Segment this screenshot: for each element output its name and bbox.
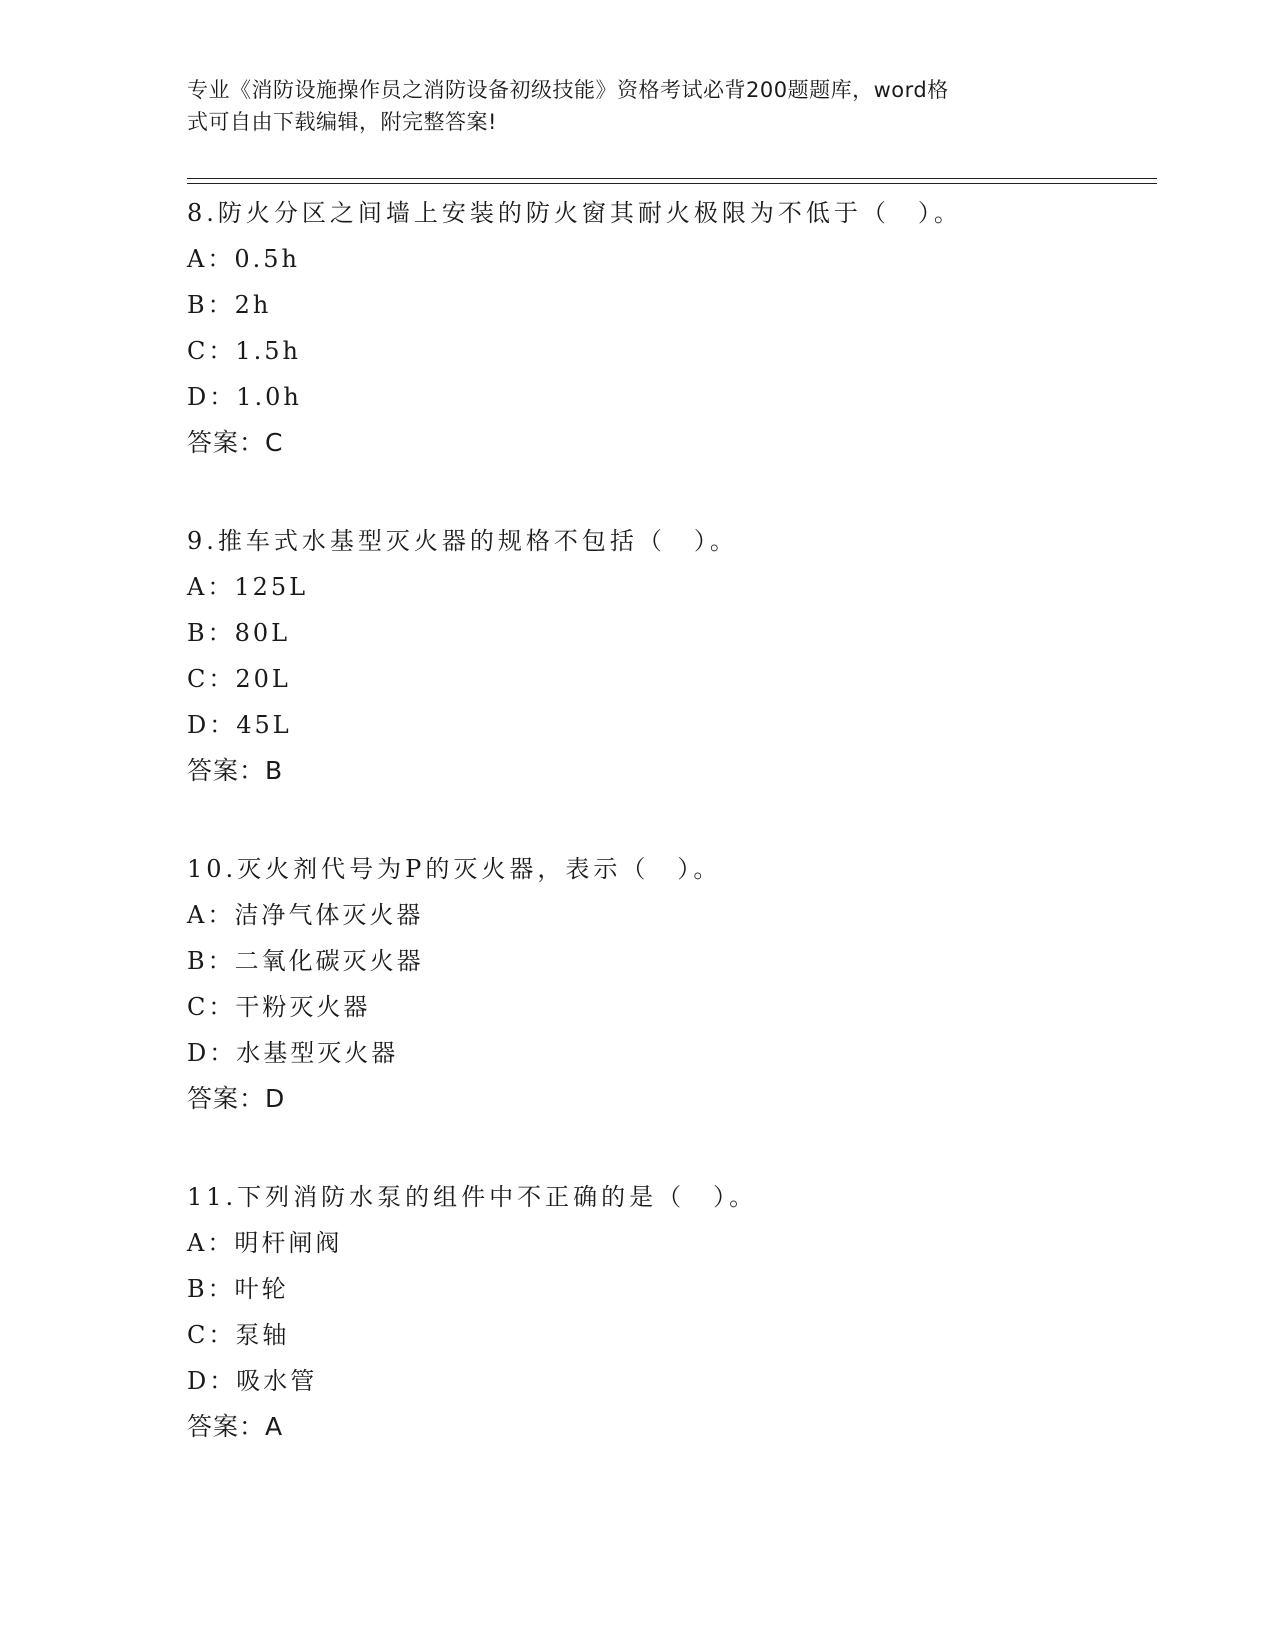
option-b: B：80L [187, 619, 291, 647]
option-c: C：干粉灭火器 [187, 993, 371, 1021]
question-stem: 10.灭火剂代号为P的灭火器，表示（ ）。 [187, 855, 722, 883]
question-list [187, 190, 1147, 1502]
option-b: B：二氧化碳灭火器 [187, 947, 424, 975]
option-b: B：叶轮 [187, 1275, 289, 1303]
option-a: A：明杆闸阀 [187, 1229, 343, 1257]
option-c: C：1.5h [187, 337, 301, 365]
header-title-line-1: 专业《消防设施操作员之消防设备初级技能》资格考试必背200题题库，word格 [187, 78, 949, 102]
question-8 [187, 190, 1147, 466]
answer-line: 答案：D [187, 1084, 286, 1113]
option-c: C：泵轴 [187, 1321, 290, 1349]
answer-line: 答案：B [187, 756, 284, 785]
question-11 [187, 1174, 1147, 1450]
question-10 [187, 846, 1147, 1122]
document-header [187, 74, 1067, 138]
option-d: D：45L [187, 711, 292, 739]
question-stem: 11.下列消防水泵的组件中不正确的是（ ）。 [187, 1183, 758, 1211]
question-stem: 8.防火分区之间墙上安装的防火窗其耐火极限为不低于（ ）。 [187, 199, 962, 227]
option-b: B：2h [187, 291, 272, 319]
option-c: C：20L [187, 665, 291, 693]
header-title-line-2: 式可自由下载编辑，附完整答案! [187, 110, 497, 134]
header-divider [187, 178, 1157, 184]
question-stem: 9.推车式水基型灭火器的规格不包括（ ）。 [187, 527, 738, 555]
option-a: A：0.5h [187, 245, 300, 273]
option-a: A：洁净气体灭火器 [187, 901, 424, 929]
option-d: D：水基型灭火器 [187, 1039, 399, 1067]
option-d: D：吸水管 [187, 1367, 318, 1395]
answer-line: 答案：C [187, 428, 284, 457]
option-d: D：1.0h [187, 383, 302, 411]
answer-line: 答案：A [187, 1412, 284, 1441]
option-a: A：125L [187, 573, 309, 601]
question-9 [187, 518, 1147, 794]
